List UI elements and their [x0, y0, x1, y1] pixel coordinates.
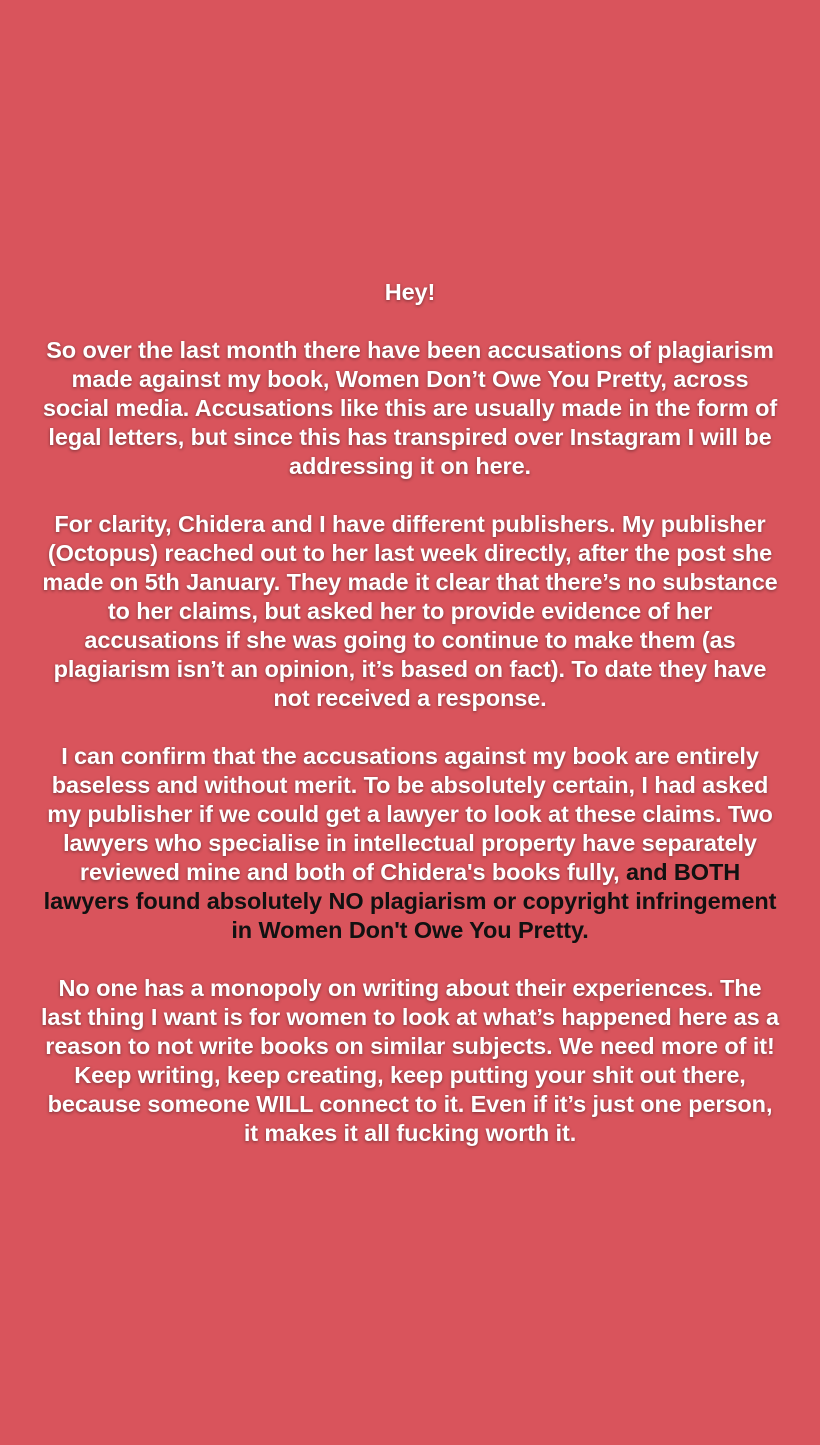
paragraph-plagiarism-accusations: So over the last month there have been accusations of plagiarism made against my book, Women Don’t Owe You Pretty, across social media. Accusations like this are usually made in the form of legal letters, but since this has transpired over Instagram I will be addressing it on here. — [42, 337, 778, 479]
paragraph-encouragement: No one has a monopoly on writing about their experiences. The last thing I want is for women to look at what’s happened here as a reason to not write books on similar subjects. We need more of it! Keep writing, keep creating, keep putting your shit out there, because someone WILL connect to it. Even if it’s just one person, it makes it all fucking worth it. — [40, 975, 780, 1146]
lawyer-finding-highlight: and BOTH lawyers found absolutely NO plagiarism or copyright infringement in Women Don't Owe You Pretty. — [43, 859, 777, 943]
lawyer-review-text: I can confirm that the accusations against my book are entirely baseless and without merit. To be absolutely certain, I had asked my publisher if we could get a lawyer to look at these claims. Two lawyers who specialise in intellectual property have separately reviewed mine and both of Chidera's books fully, — [47, 743, 773, 885]
story-text-block — [40, 278, 780, 1148]
greeting-text: Hey! — [384, 279, 436, 305]
paragraph-publisher-response: For clarity, Chidera and I have different publishers. My publisher (Octopus) reached out to her last week directly, after the post she made on 5th January. They made it clear that there’s no substance to her claims, but asked her to provide evidence of her accusations if she was going to continue to make them (as plagiarism isn’t an opinion, it’s based on fact). To date they have not received a response. — [42, 511, 778, 711]
paragraph-lawyer-review — [40, 742, 780, 945]
